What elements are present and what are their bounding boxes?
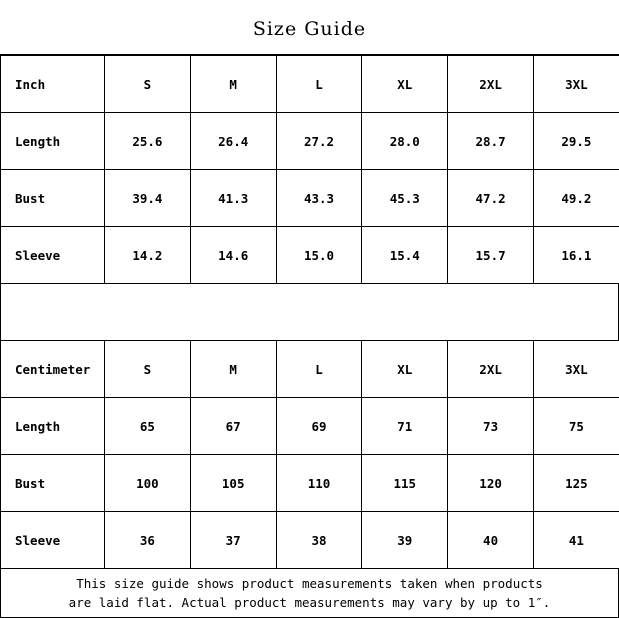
column-header-size: 3XL [533,56,619,113]
table-cell: 36 [105,512,191,569]
table-header-row [1,56,619,113]
centimeter-size-table [0,340,619,569]
column-header-size: M [190,56,276,113]
table-cell: 40 [448,512,534,569]
table-cell: 15.4 [362,227,448,284]
column-header-size: S [105,56,191,113]
table-cell: 125 [533,455,619,512]
column-header-size: L [276,56,362,113]
table-cell: 69 [276,398,362,455]
table-cell: 100 [105,455,191,512]
row-label-length: Length [1,398,105,455]
centimeter-table-wrapper [0,340,619,569]
table-cell: 38 [276,512,362,569]
table-row [1,398,619,455]
table-row [1,113,619,170]
table-cell: 110 [276,455,362,512]
table-cell: 115 [362,455,448,512]
row-label-length: Length [1,113,105,170]
unit-header-centimeter: Centimeter [1,341,105,398]
table-cell: 39 [362,512,448,569]
inch-size-table [0,55,619,284]
column-header-size: 2XL [448,341,534,398]
column-header-size: 2XL [448,56,534,113]
table-row [1,512,619,569]
table-cell: 28.7 [448,113,534,170]
table-cell: 71 [362,398,448,455]
column-header-size: 3XL [533,341,619,398]
inch-table-wrapper [0,54,619,284]
table-cell: 47.2 [448,170,534,227]
table-cell: 15.0 [276,227,362,284]
row-label-sleeve: Sleeve [1,227,105,284]
row-label-bust: Bust [1,455,105,512]
row-label-bust: Bust [1,170,105,227]
table-cell: 16.1 [533,227,619,284]
table-cell: 27.2 [276,113,362,170]
table-cell: 41.3 [190,170,276,227]
table-cell: 73 [448,398,534,455]
size-guide-footnote [0,569,619,618]
table-cell: 45.3 [362,170,448,227]
table-cell: 105 [190,455,276,512]
column-header-size: XL [362,56,448,113]
footnote-line-2: are laid flat. Actual product measurements may vary by up to 1″. [68,595,551,610]
table-cell: 41 [533,512,619,569]
table-cell: 28.0 [362,113,448,170]
table-cell: 43.3 [276,170,362,227]
row-label-sleeve: Sleeve [1,512,105,569]
table-cell: 65 [105,398,191,455]
table-cell: 120 [448,455,534,512]
page-title: Size Guide [252,18,367,40]
table-cell: 14.2 [105,227,191,284]
table-cell: 49.2 [533,170,619,227]
table-cell: 37 [190,512,276,569]
column-header-size: S [105,341,191,398]
table-cell: 15.7 [448,227,534,284]
table-row [1,170,619,227]
table-cell: 14.6 [190,227,276,284]
table-cell: 29.5 [533,113,619,170]
table-row [1,455,619,512]
column-header-size: M [190,341,276,398]
table-row [1,227,619,284]
table-separator [0,284,619,340]
table-cell: 75 [533,398,619,455]
unit-header-inch: Inch [1,56,105,113]
table-cell: 39.4 [105,170,191,227]
table-header-row [1,341,619,398]
footnote-line-1: This size guide shows product measurements taken when products [76,576,543,591]
table-cell: 26.4 [190,113,276,170]
column-header-size: L [276,341,362,398]
table-cell: 25.6 [105,113,191,170]
column-header-size: XL [362,341,448,398]
table-cell: 67 [190,398,276,455]
